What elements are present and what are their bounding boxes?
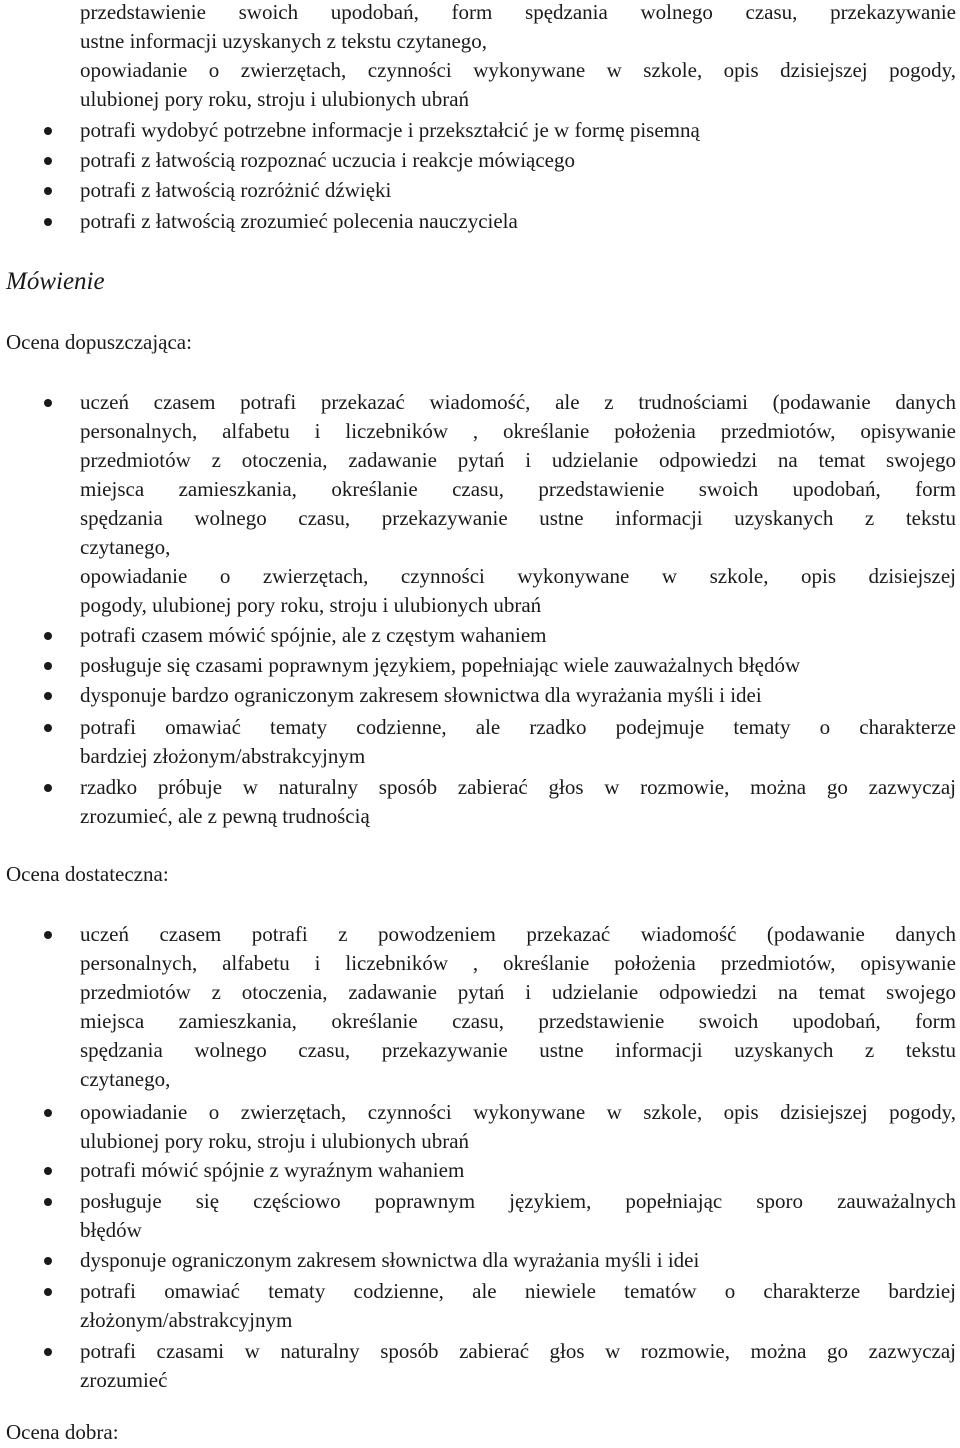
bullet-icon (44, 784, 52, 792)
bullet-icon (44, 632, 52, 640)
text-line: ulubionej pory roku, stroju i ulubionych ubrań (80, 1129, 470, 1153)
bullet-icon (44, 724, 52, 732)
text-line: spędzania wolnego czasu, przekazywanie ustne informacji uzyskanych z tekstu (80, 506, 956, 530)
text-line: posługuje się czasami poprawnym językiem, popełniając wiele zauważalnych błędów (80, 653, 801, 677)
text-line: dysponuje ograniczonym zakresem słownictwa dla wyrażania myśli i idei (80, 1248, 700, 1272)
bullet-icon (44, 692, 52, 700)
text-line: spędzania wolnego czasu, przekazywanie ustne informacji uzyskanych z tekstu (80, 1038, 956, 1062)
text-line: potrafi wydobyć potrzebne informacje i przekształcić je w formę pisemną (80, 118, 700, 142)
list-item (80, 388, 956, 620)
text-line: ulubionej pory roku, stroju i ulubionych ubrań (80, 87, 470, 111)
continuation-paragraph (80, 0, 956, 114)
list-item (80, 773, 956, 831)
text-line: dysponuje bardzo ograniczonym zakresem słownictwa dla wyrażania myśli i idei (80, 683, 762, 707)
list-item (80, 1246, 956, 1275)
text-line: opowiadanie o zwierzętach, czynności wykonywane w szkole, opis dzisiejszej pogody, (80, 58, 956, 82)
list-item (80, 621, 956, 650)
text-line: potrafi czasami w naturalny sposób zabierać głos w rozmowie, można go zazwyczaj (80, 1339, 956, 1363)
text-line: posługuje się częściowo poprawnym językiem, popełniając sporo zauważalnych (80, 1189, 956, 1213)
text-line: opowiadanie o zwierzętach, czynności wykonywane w szkole, opis dzisiejszej (80, 564, 956, 588)
list-item (80, 920, 956, 1094)
text-line: potrafi czasem mówić spójnie, ale z częstym wahaniem (80, 623, 547, 647)
text-line: złożonym/abstrakcyjnym (80, 1308, 293, 1332)
text-line: rzadko próbuje w naturalny sposób zabierać głos w rozmowie, można go zazwyczaj (80, 775, 956, 799)
list-item (80, 1277, 956, 1335)
text-line: błędów (80, 1218, 142, 1242)
text-line: przedstawienie swoich upodobań, form spędzania wolnego czasu, przekazywanie (80, 0, 956, 24)
text-line: bardziej złożonym/abstrakcyjnym (80, 744, 366, 768)
bullet-icon (44, 1288, 52, 1296)
grade-heading-dopuszczajaca: Ocena dopuszczająca: (6, 330, 192, 354)
text-line: personalnych, alfabetu i liczebników , określanie położenia przedmiotów, opisywanie (80, 419, 956, 443)
grade-heading-dobra: Ocena dobra: (6, 1420, 119, 1444)
list-item (80, 1156, 956, 1185)
grade-heading-dostateczna: Ocena dostateczna: (6, 862, 169, 886)
text-line: personalnych, alfabetu i liczebników , określanie położenia przedmiotów, opisywanie (80, 951, 956, 975)
list-item (80, 176, 956, 205)
text-line: ustne informacji uzyskanych z tekstu czytanego, (80, 29, 488, 53)
text-line: miejsca zamieszkania, określanie czasu, przedstawienie swoich upodobań, form (80, 477, 956, 501)
bullet-icon (44, 127, 52, 135)
text-line: czytanego, (80, 535, 171, 559)
text-line: przedmiotów z otoczenia, zadawanie pytań i udzielanie odpowiedzi na temat swojego (80, 448, 956, 472)
bullet-icon (44, 399, 52, 407)
text-line: przedmiotów z otoczenia, zadawanie pytań i udzielanie odpowiedzi na temat swojego (80, 980, 956, 1004)
list-item (80, 651, 956, 680)
list-item (80, 146, 956, 175)
list-item (80, 1098, 956, 1156)
text-line: pogody, ulubionej pory roku, stroju i ulubionych ubrań (80, 593, 542, 617)
text-line: miejsca zamieszkania, określanie czasu, przedstawienie swoich upodobań, form (80, 1009, 956, 1033)
bullet-icon (44, 1198, 52, 1206)
list-item (80, 713, 956, 771)
bullet-icon (44, 187, 52, 195)
list-item (80, 207, 956, 236)
bullet-icon (44, 1109, 52, 1117)
bullet-icon (44, 157, 52, 165)
list-item (80, 1187, 956, 1245)
bullet-icon (44, 662, 52, 670)
text-line: uczeń czasem potrafi z powodzeniem przekazać wiadomość (podawanie danych (80, 922, 956, 946)
text-line: potrafi z łatwością rozróżnić dźwięki (80, 178, 392, 202)
text-line: potrafi omawiać tematy codzienne, ale niewiele tematów o charakterze bardziej (80, 1279, 956, 1303)
text-line: zrozumieć (80, 1368, 168, 1392)
text-line: potrafi omawiać tematy codzienne, ale rzadko podejmuje tematy o charakterze (80, 715, 956, 739)
bullet-icon (44, 1348, 52, 1356)
bullet-icon (44, 218, 52, 226)
text-line: potrafi z łatwością zrozumieć polecenia nauczyciela (80, 209, 518, 233)
text-line: zrozumieć, ale z pewną trudnością (80, 804, 370, 828)
text-line: potrafi z łatwością rozpoznać uczucia i reakcje mówiącego (80, 148, 575, 172)
list-item (80, 1337, 956, 1395)
text-line: uczeń czasem potrafi przekazać wiadomość, ale z trudnościami (podawanie danych (80, 390, 956, 414)
bullet-icon (44, 931, 52, 939)
list-item (80, 681, 956, 710)
text-line: czytanego, (80, 1067, 171, 1091)
list-item (80, 116, 956, 145)
text-line: potrafi mówić spójnie z wyraźnym wahaniem (80, 1158, 465, 1182)
section-title: Mówienie (6, 268, 105, 295)
text-line: opowiadanie o zwierzętach, czynności wykonywane w szkole, opis dzisiejszej pogody, (80, 1100, 956, 1124)
bullet-icon (44, 1257, 52, 1265)
bullet-icon (44, 1167, 52, 1175)
